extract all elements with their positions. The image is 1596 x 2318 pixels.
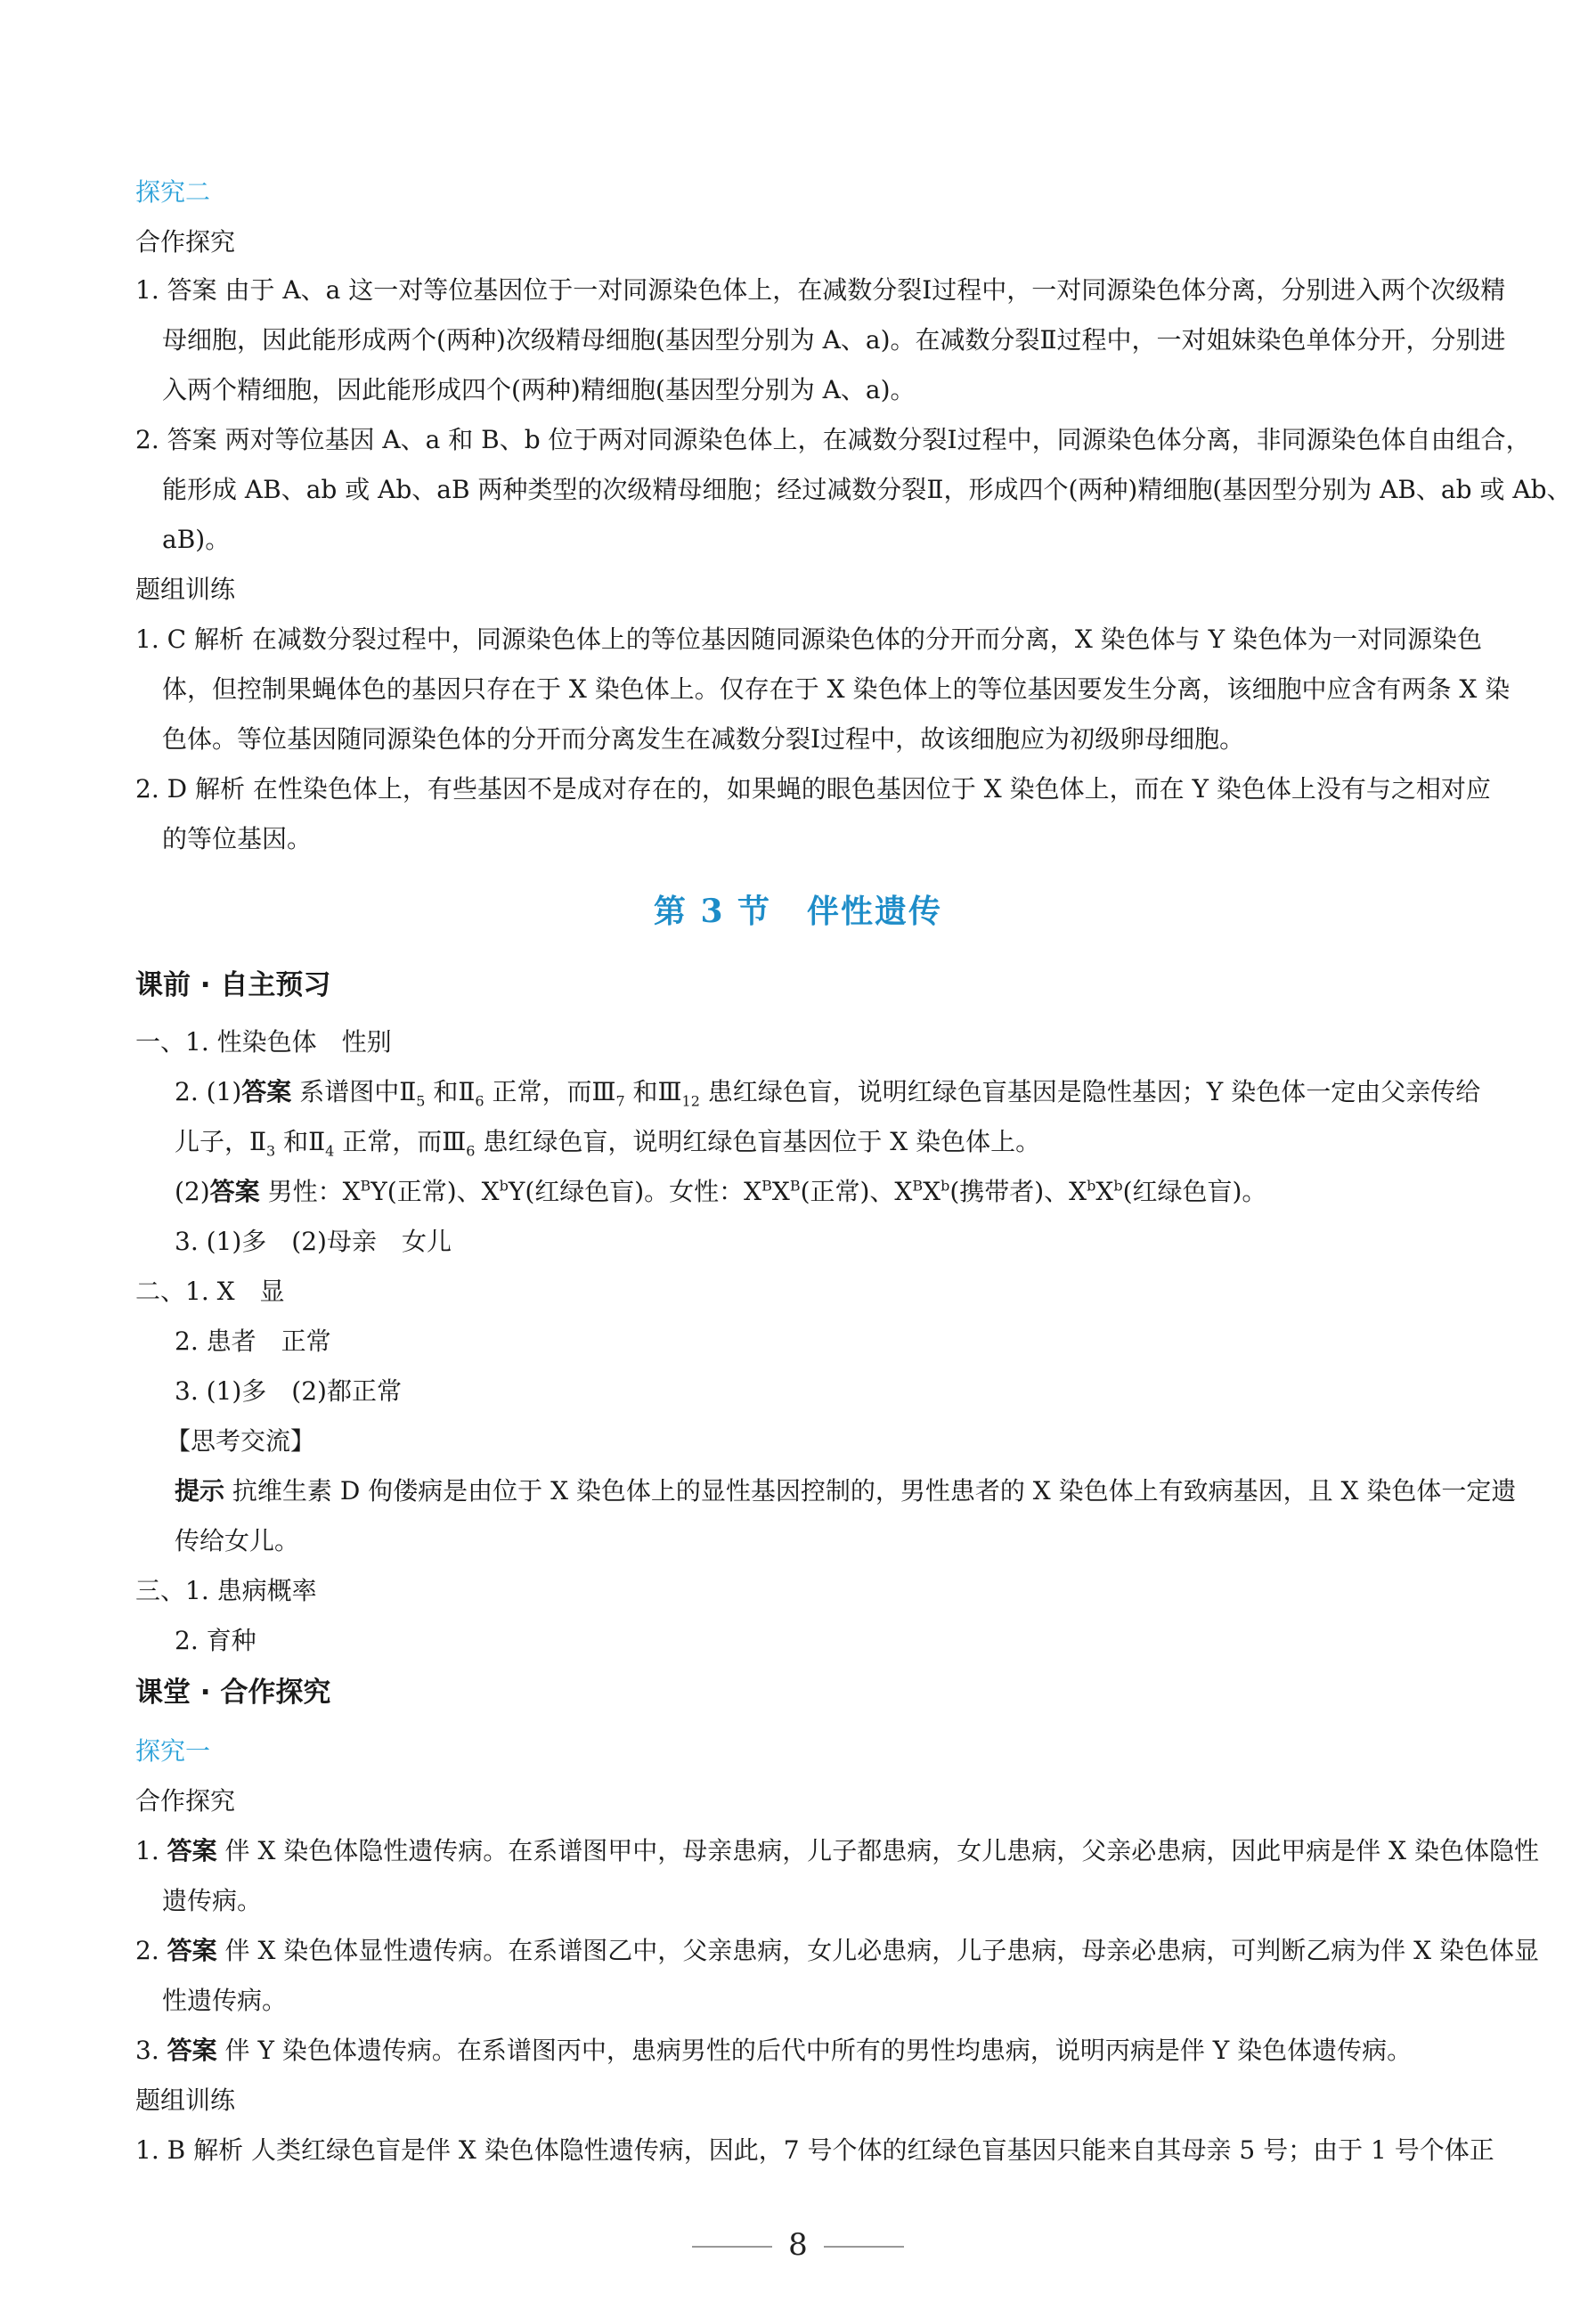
q1-line-1: 1. 答案 由于 A、a 这一对等位基因位于一对同源染色体上，在减数分裂Ⅰ过程中，一对同源染色体分离，分别进入两个次级精 — [135, 275, 1506, 305]
footer-rule-right — [824, 2246, 904, 2248]
chapter-name: 伴性遗传 — [807, 893, 943, 930]
q2-line-1: 2. 答案 两对等位基因 A、a 和 B、b 位于两对同源染色体上，在减数分裂Ⅰ过程中，同源染色体分离，非同源染色体自由组合， — [135, 425, 1531, 454]
t2-line-1: 2. D 解析 在性染色体上，有些基因不是成对存在的，如果蝇的眼色基因位于 X 染色体上，而在 Y 染色体上没有与之相对应 — [135, 774, 1491, 804]
p3-t1-line-1: 1. B 解析 人类红绿色盲是伴 X 染色体隐性遗传病，因此，7 号个体的红绿色盲基因只能来自其母亲 5 号；由于 1 号个体正 — [135, 2135, 1494, 2165]
heading-tanjiu-yi: 探究一 — [135, 1736, 211, 1766]
p3-q3-line-1: 3. 答案 伴 Y 染色体遗传病。在系谱图丙中，患病男性的后代中所有的男性均患病，说明丙病是伴 Y 染色体遗传病。 — [135, 2036, 1413, 2065]
chapter-title — [0, 886, 1596, 932]
answer-3-1: 三、1. 患病概率 — [135, 1576, 317, 1605]
hint-line-2: 传给女儿。 — [175, 1526, 300, 1555]
think-exchange-title: 【思考交流】 — [166, 1426, 316, 1456]
answer-1-1: 一、1. 性染色体 性别 — [135, 1027, 392, 1057]
answer-1-3: 3. (1)多 (2)母亲 女儿 — [175, 1227, 452, 1256]
subheading-hezuo: 合作探究 — [135, 227, 236, 257]
p3-q2-line-1: 2. 答案 伴 X 染色体显性遗传病。在系谱图乙中，父亲患病，女儿必患病，儿子患病，母亲必患病，可判断乙病为伴 X 染色体显 — [135, 1936, 1540, 1965]
q2-line-2: 能形成 AB、ab 或 Ab、aB 两种类型的次级精母细胞；经过减数分裂Ⅱ，形成四个(两种)精细胞(基因型分别为 AB、ab 或 Ab、 — [162, 475, 1572, 504]
p3-q1-line-1: 1. 答案 伴 X 染色体隐性遗传病。在系谱图甲中，母亲患病，儿子都患病，女儿患病，父亲必患病，因此甲病是伴 X 染色体隐性 — [135, 1836, 1540, 1865]
t2-line-2: 的等位基因。 — [162, 824, 313, 853]
answer-1-2-line-1: 2. (1)答案 系谱图中$Ⅱ_5$ 和$Ⅱ_6$ 正常，而$Ⅲ_7$ 和$Ⅲ_{12}$ 患红绿色盲，说明红绿色盲基因是隐性基因；Y 染色体一定由父亲传给 — [175, 1077, 1481, 1110]
page-number: 8 — [0, 2227, 1596, 2263]
section-kqian: 课前 · 自主预习 — [135, 969, 331, 1001]
subheading-tizu-2: 题组训练 — [135, 2085, 236, 2115]
t1-line-2: 体，但控制果蝇体色的基因只存在于 X 染色体上。仅存在于 X 染色体上的等位基因要发生分离，该细胞中应含有两条 X 染 — [162, 674, 1510, 704]
chapter-number: 第 3 节 — [653, 893, 772, 930]
section-ketang: 课堂 · 合作探究 — [135, 1677, 331, 1709]
answer-3-2: 2. 育种 — [175, 1626, 256, 1655]
answer-1-2-2: (2)答案 男性：$X^BY$(正常)、$X^bY$(红绿色盲)。女性：$X^BX^B$(正常)、$X^BX^b$(携带者)、$X^bX^b$(红绿色盲)。 — [175, 1177, 1267, 1206]
hint-line-1: 提示 抗维生素 D 佝偻病是由位于 X 染色体上的显性基因控制的，男性患者的 X 染色体上有致病基因，且 X 染色体一定遗 — [175, 1476, 1517, 1506]
answer-1-2-line-2: 儿子，$Ⅱ_3$ 和$Ⅱ_4$ 正常，而$Ⅲ_6$ 患红绿色盲，说明红绿色盲基因位于 X 染色体上。 — [175, 1127, 1041, 1160]
q1-line-2: 母细胞，因此能形成两个(两种)次级精母细胞(基因型分别为 A、a)。在减数分裂Ⅱ过程中，一对姐妹染色单体分开，分别进 — [162, 325, 1506, 355]
q2-line-3: aB)。 — [162, 525, 231, 554]
answer-2-2: 2. 患者 正常 — [175, 1326, 331, 1356]
q1-line-3: 入两个精细胞，因此能形成四个(两种)精细胞(基因型分别为 A、a)。 — [162, 375, 916, 404]
answer-2-1: 二、1. X 显 — [135, 1277, 285, 1306]
footer-rule-left — [692, 2246, 772, 2248]
t1-line-1: 1. C 解析 在减数分裂过程中，同源染色体上的等位基因随同源染色体的分开而分离，X 染色体与 Y 染色体为一对同源染色 — [135, 624, 1482, 654]
p3-q2-line-2: 性遗传病。 — [162, 1986, 288, 2015]
answer-2-3: 3. (1)多 (2)都正常 — [175, 1376, 402, 1406]
subheading-tizu: 题组训练 — [135, 575, 236, 604]
subheading-hezuo-2: 合作探究 — [135, 1786, 236, 1816]
heading-tanjiu-er: 探究二 — [135, 177, 211, 207]
p3-q1-line-2: 遗传病。 — [162, 1886, 263, 1915]
t1-line-3: 色体。等位基因随同源染色体的分开而分离发生在减数分裂Ⅰ过程中，故该细胞应为初级卵母细胞。 — [162, 724, 1245, 754]
